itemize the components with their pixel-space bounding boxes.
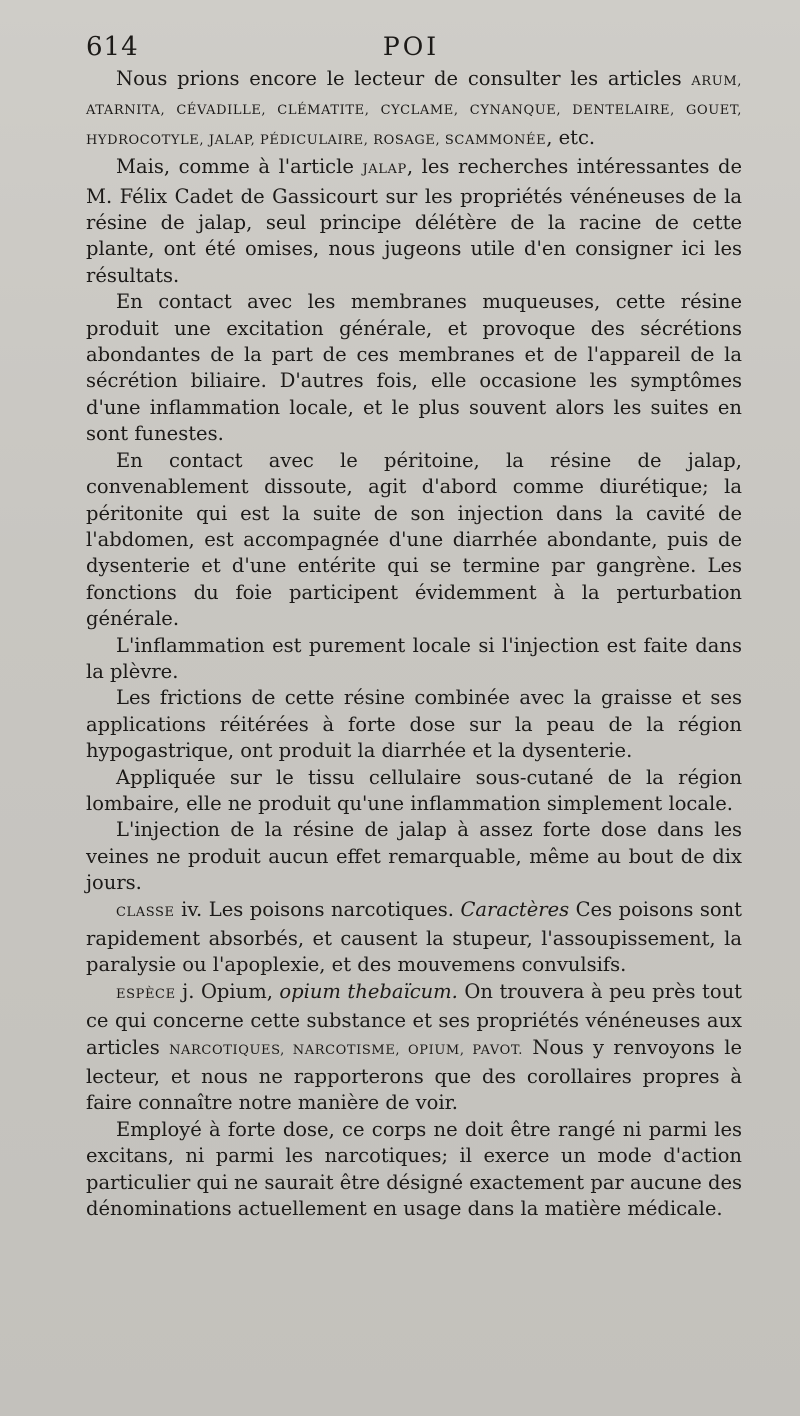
paragraph-opium: [86, 979, 742, 1117]
paragraph-frictions: Les frictions de cette résine combinée avec la graisse et ses applications réitérées à forte dose sur la peau de la région hypogastrique, ont produit la diarrhée et la dysenterie.: [86, 686, 742, 763]
paragraph-text: iv. Les poisons narcotiques.: [174, 897, 461, 921]
paragraph-strong-dose: Employé à forte dose, ce corps ne doit être rangé ni parmi les excitans, ni parmi les narcotiques; il exerce un mode d'action particulier qui ne saurait être désigné exactement par aucune des dénominations actuellement en usage dans la matière médicale.: [86, 1117, 742, 1221]
paragraph-cellular-tissue: Appliquée sur le tissu cellulaire sous-cutané de la région lombaire, elle ne produit qu'une inflammation simplement locale.: [86, 765, 742, 815]
paragraph-text: , etc.: [546, 125, 596, 149]
species-label: ESPÈCE: [116, 986, 176, 1002]
page-number: 614: [86, 32, 139, 62]
paragraph-mucous-membranes: En contact avec les membranes muqueuses, cette résine produit une excitation générale, et provoque des sécrétions abondantes de la part de ces membranes et de l'appareil de la sécrétion biliaire. D'autres fois, elle occasione les symptômes d'une inflammation locale, et le plus souvent alors les suites en sont funestes.: [86, 290, 742, 446]
text-body: [86, 66, 742, 1222]
paragraph-peritoneum: En contact avec le péritoine, la résine de jalap, convenablement dissoute, agit d'abord comme diurétique; la péritonite qui est la suite de son injection dans la cavité de l'abdomen, est accompagnée d'une diarrhée abondante, puis de dysenterie et d'une entérite qui se termine par gangrène. Les fonctions du foie participent évidemment à la perturbation générale.: [86, 448, 742, 631]
paragraph-class-iv: [86, 897, 742, 979]
characters-label: Caractères: [460, 897, 570, 921]
article-reference-list: NARCOTIQUES, NARCOTISME, OPIUM, PAVOT.: [169, 1042, 524, 1058]
running-title: POI: [382, 32, 440, 61]
paragraph-text: Nous y renvoyons le lecteur, et nous ne rapporterons que des corollaires propres à faire connaître notre manière de voir.: [86, 1035, 742, 1115]
paragraph-text: j. Opium,: [175, 979, 280, 1003]
paragraph-jalap-intro: [86, 154, 742, 289]
paragraph-pleura: L'inflammation est purement locale si l'injection est faite dans la plèvre.: [86, 633, 742, 683]
running-head: [86, 32, 736, 68]
article-reference-list: ARUM, ATARNITA, CÉVADILLE, CLÉMATITE, CYCLAME, CYNANQUE, DENTELAIRE, GOUET, HYDROCOTYLE, JALAP, PÉDICULAIRE, ROSAGE, SCAMMONÉE: [86, 74, 742, 148]
paragraph-text: Ces poisons sont rapidement absorbés, et causent la stupeur, l'assoupissement, la paralysie ou l'apoplexie, et des mouvemens convulsifs.: [86, 897, 742, 977]
paragraph-text: , les recherches intéressantes de M. Félix Cadet de Gassicourt sur les propriétés vénéneuses de la résine de jalap, seul principe délétère de la racine de cette plante, ont été omises, nous jugeons utile d'en consigner ici les résultats.: [86, 155, 742, 287]
paragraph-cross-references: [86, 66, 742, 154]
class-label: CLASSE: [116, 904, 175, 920]
paragraph-text: On trouvera à peu près tout ce qui concerne cette substance et ses propriétés vénéneuses aux articles: [86, 979, 742, 1059]
latin-name: opium thebaïcum.: [279, 979, 458, 1003]
paragraph-text: Nous prions encore le lecteur de consulter les articles: [116, 67, 692, 90]
paragraph-veins: L'injection de la résine de jalap à assez forte dose dans les veines ne produit aucun effet remarquable, même au bout de dix jours.: [86, 818, 742, 895]
paragraph-text: Mais, comme à l'article: [116, 155, 363, 179]
article-reference: JALAP: [362, 162, 407, 178]
